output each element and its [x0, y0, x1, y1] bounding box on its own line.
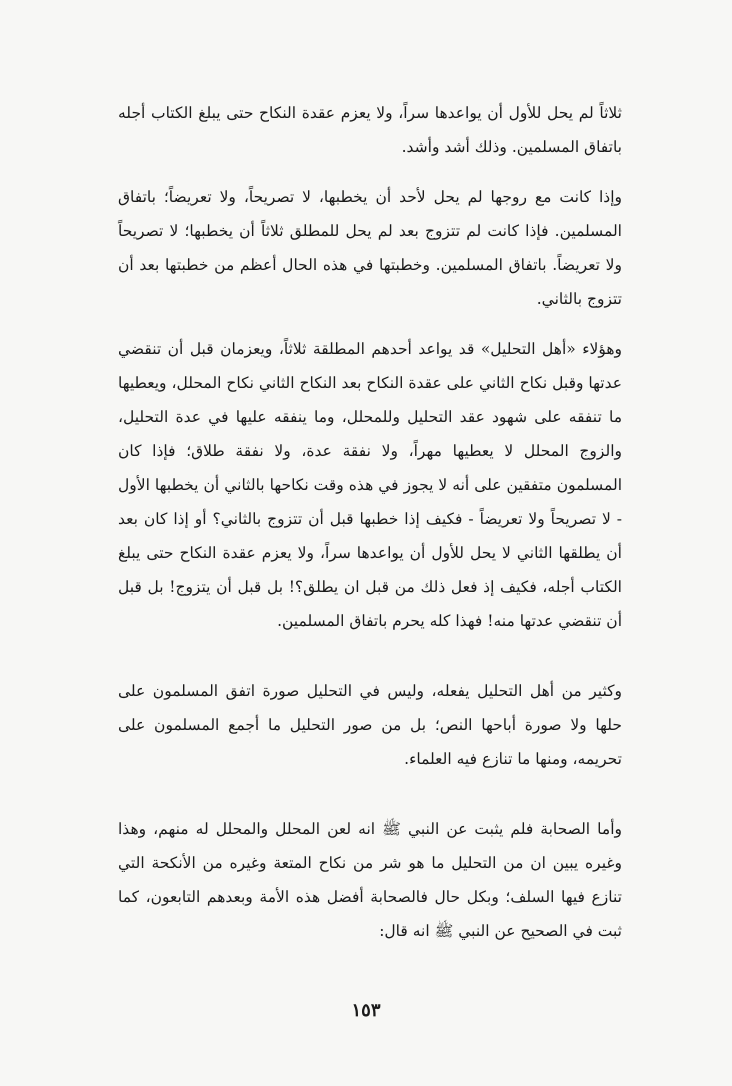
paragraph-1: ثلاثاً لم يحل للأول أن يواعدها سراً، ولا يعزم عقدة النكاح حتى يبلغ الكتاب أجله باتفاق المسلمين. وذلك أشد وأشد.: [118, 104, 622, 156]
paragraph-4: وكثير من أهل التحليل يفعله، وليس في التحليل صورة اتفق المسلمون على حلها ولا صورة أباحها النص؛ بل من صور التحليل ما أجمع المسلمون على تحريمه، ومنها ما تنازع فيه العلماء.: [118, 682, 622, 768]
page-number: ١٥٣: [351, 1000, 381, 1021]
paragraph-2: وإذا كانت مع روجها لم يحل لأحد أن يخطبها، لا تصريحاً، ولا تعريضاً؛ باتفاق المسلمين. فإذا كانت لم تتزوج بعد لم يحل للمطلق ثلاثاً أن يخطبها؛ لا تصريحاً ولا تعريضاً. باتفاق المسلمين. وخطبتها في هذه الحال أعظم من خطبتها بعد أن تتزوج بالثاني.: [118, 188, 622, 308]
paragraph-5: وأما الصحابة فلم يثبت عن النبي ﷺ انه لعن المحلل والمحلل له منهم، وهذا وغيره يبين ان من التحليل ما هو شر من نكاح المتعة وغيره من الأنكحة التي تنازع فيها السلف؛ وبكل حال فالصحابة أفضل هذه الأمة وبعدهم التابعون، كما ثبت في الصحيح عن النبي ﷺ انه قال:: [118, 820, 622, 940]
paragraph-3: وهؤلاء «أهل التحليل» قد يواعد أحدهم المطلقة ثلاثاً، ويعزمان قبل أن تنقضي عدتها وقبل نكاح الثاني على عقدة النكاح بعد النكاح الثاني نكاح المحلل، ويعطيها ما تنفقه على شهود عقد التحليل وللمحلل، وما ينفقه عليها في عدة التحليل، والزوج المحلل لا يعطيها مهراً، ولا نفقة عدة، ولا نفقة طلاق؛ فإذا كان المسلمون متفقين على أنه لا يجوز في هذه وقت نكاحها بالثاني أن يخطبها الأول - لا تصريحاً ولا تعريضاً - فكيف إذا خطبها قبل أن تتزوج بالثاني؟ أو إذا كان بعد أن يطلقها الثاني لا يحل للأول أن يواعدها سراً، ولا يعزم عقدة النكاح حتى يبلغ الكتاب أجله، فكيف إذ فعل ذلك من قبل ان يطلق؟! بل قبل أن يتزوج! بل قبل أن تنقضي عدتها منه! فهذا كله يحرم باتفاق المسلمين.: [118, 340, 622, 630]
body-text: [118, 96, 622, 948]
